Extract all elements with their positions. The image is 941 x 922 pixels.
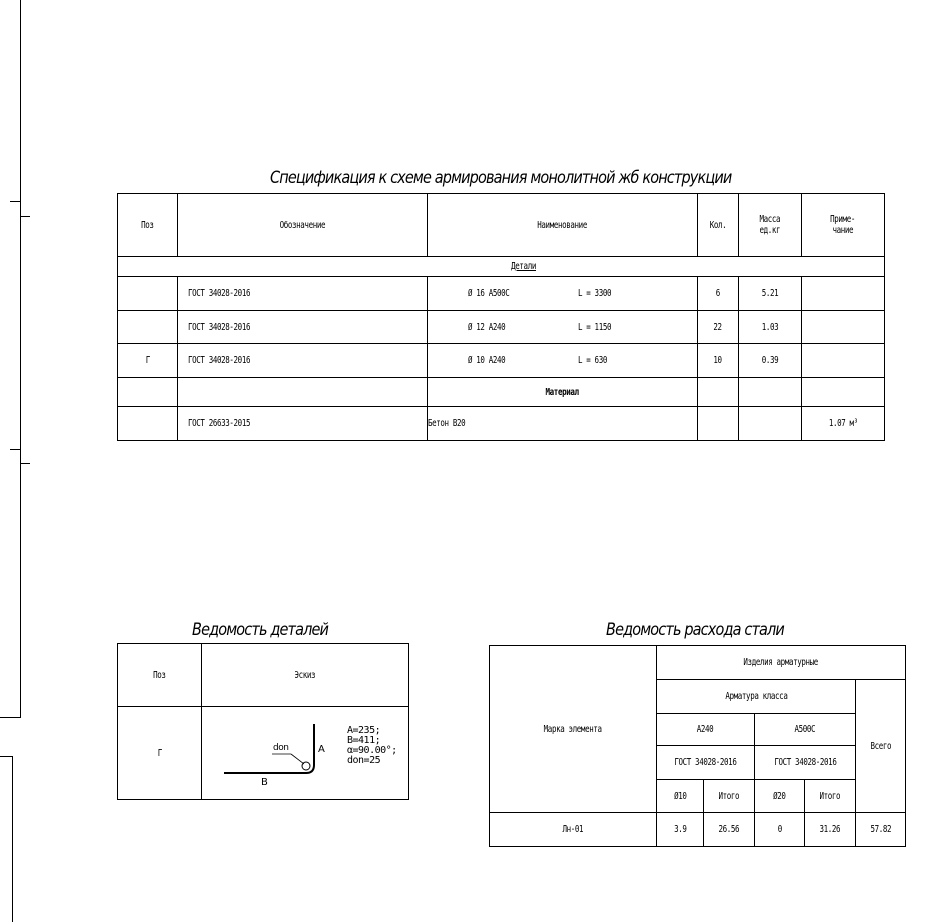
spec-cell-qty: 10 xyxy=(698,344,739,378)
spec-table xyxy=(117,193,885,441)
steel-header-element-mark: Марка элемента xyxy=(490,646,657,813)
spec-header-note: Приме- чание xyxy=(802,194,885,257)
steel-cell-total2: 31.26 xyxy=(805,813,856,847)
spec-empty-cell xyxy=(739,378,802,407)
frame-tick-1 xyxy=(10,201,20,202)
details-cell-pos: Г xyxy=(118,707,202,800)
spec-cell-pos xyxy=(118,311,178,344)
spec-cell-name: Бетон В20 xyxy=(428,407,698,441)
spec-title: Спецификация к схеме армирования монолитной жб конструкции xyxy=(270,168,732,188)
steel-header-products: Изделия арматурные xyxy=(657,646,906,680)
steel-header-a500c: А500С xyxy=(755,714,856,746)
frame-left-line xyxy=(20,0,21,717)
side-b-label: B xyxy=(261,777,268,788)
param-a: A=235; xyxy=(347,725,381,736)
spec-cell-note xyxy=(802,277,885,311)
steel-header-a240: А240 xyxy=(657,714,755,746)
spec-cell-designation: ГОСТ 34028-2016 xyxy=(178,277,428,311)
steel-cell-total1: 26.56 xyxy=(704,813,755,847)
param-b: B=411; xyxy=(347,735,381,746)
steel-title: Ведомость расхода стали xyxy=(606,620,784,640)
bar-shape xyxy=(224,724,314,773)
steel-table xyxy=(489,645,906,847)
frame-lower-top xyxy=(0,756,12,757)
spec-header-mass: Масса ед.кг xyxy=(739,194,802,257)
param-alpha: α=90.00°; xyxy=(347,745,397,756)
spec-cell-name: Ø 16 А500С L = 3300 xyxy=(428,277,698,311)
spec-section-details: Детали xyxy=(118,257,885,277)
spec-row xyxy=(118,277,885,311)
frame-tick-4 xyxy=(20,463,30,464)
spec-cell-pos: Г xyxy=(118,344,178,378)
frame-tick-3 xyxy=(10,449,20,450)
spec-cell-designation: ГОСТ 26633-2015 xyxy=(178,407,428,441)
details-cell-sketch xyxy=(202,707,409,800)
spec-cell-qty: 22 xyxy=(698,311,739,344)
spec-row xyxy=(118,311,885,344)
spec-row xyxy=(118,344,885,378)
spec-empty-cell xyxy=(118,378,178,407)
spec-cell-designation: ГОСТ 34028-2016 xyxy=(178,311,428,344)
spec-cell-qty xyxy=(698,407,739,441)
steel-cell-d10: 3.9 xyxy=(657,813,704,847)
don-leader xyxy=(291,754,304,764)
details-header-sketch: Эскиз xyxy=(202,644,409,707)
steel-row xyxy=(490,813,906,847)
param-don: don=25 xyxy=(347,755,381,766)
spec-header-designation: Обозначение xyxy=(178,194,428,257)
steel-header-rebar-class: Арматура класса xyxy=(657,680,856,714)
details-title: Ведомость деталей xyxy=(192,620,329,640)
frame-bottom-left xyxy=(0,717,21,718)
frame-tick-2 xyxy=(20,216,30,217)
spec-cell-mass: 1.03 xyxy=(739,311,802,344)
steel-cell-d20: 0 xyxy=(755,813,805,847)
steel-header-d10: Ø10 xyxy=(657,780,704,813)
frame-lower-line xyxy=(12,756,13,922)
spec-cell-mass xyxy=(739,407,802,441)
spec-empty-cell xyxy=(178,378,428,407)
spec-cell-qty: 6 xyxy=(698,277,739,311)
steel-header-d20: Ø20 xyxy=(755,780,805,813)
spec-cell-pos xyxy=(118,277,178,311)
spec-cell-name: Ø 10 А240 L = 630 xyxy=(428,344,698,378)
spec-cell-designation: ГОСТ 34028-2016 xyxy=(178,344,428,378)
spec-header-pos: Поз xyxy=(118,194,178,257)
spec-empty-cell xyxy=(698,378,739,407)
steel-header-grand-total: Всего xyxy=(856,680,906,813)
steel-header-gost-a500c: ГОСТ 34028-2016 xyxy=(755,746,856,780)
spec-header-name: Наименование xyxy=(428,194,698,257)
spec-section-material: Материал xyxy=(428,378,698,407)
spec-header-qty: Кол. xyxy=(698,194,739,257)
bend-params xyxy=(347,726,397,766)
spec-cell-pos xyxy=(118,407,178,441)
spec-cell-mass: 5.21 xyxy=(739,277,802,311)
steel-cell-mark: Лн-01 xyxy=(490,813,657,847)
spec-cell-mass: 0.39 xyxy=(739,344,802,378)
details-header-pos: Поз xyxy=(118,644,202,707)
spec-cell-note xyxy=(802,311,885,344)
steel-header-gost-a240: ГОСТ 34028-2016 xyxy=(657,746,755,780)
spec-cell-note: 1.07 м³ xyxy=(802,407,885,441)
steel-header-total2: Итого xyxy=(805,780,856,813)
steel-header-total1: Итого xyxy=(704,780,755,813)
spec-material-row xyxy=(118,407,885,441)
spec-cell-note xyxy=(802,344,885,378)
don-label: don xyxy=(273,743,289,753)
side-a-label: A xyxy=(318,744,325,755)
details-table xyxy=(117,643,409,800)
spec-cell-name: Ø 12 А240 L = 1150 xyxy=(428,311,698,344)
spec-empty-cell xyxy=(802,378,885,407)
steel-cell-all: 57.82 xyxy=(856,813,906,847)
